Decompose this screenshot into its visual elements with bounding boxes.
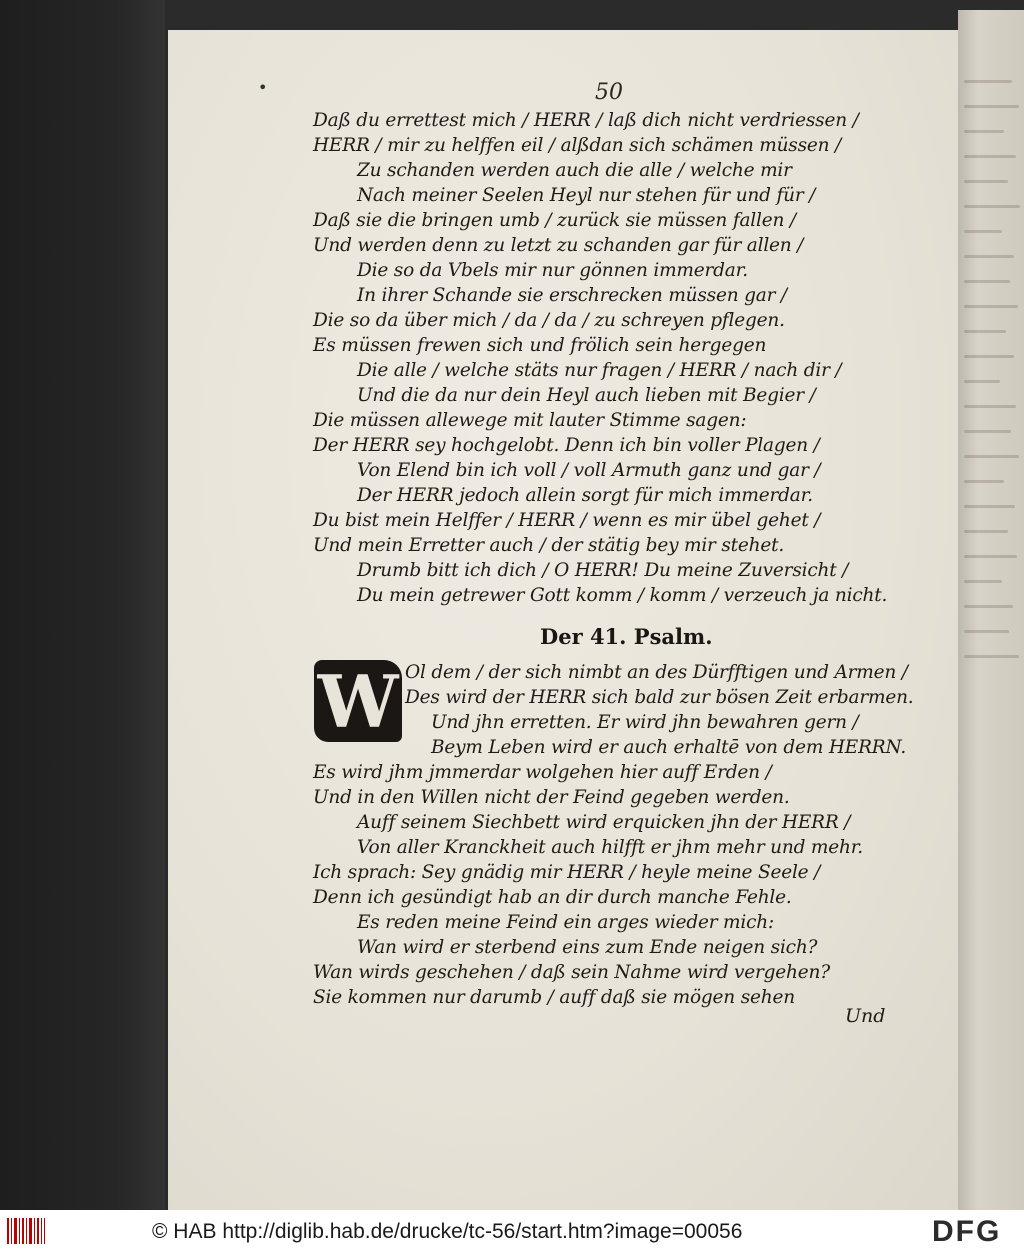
text-line: Die so da über mich / da / da / zu schreyen pflegen. (313, 310, 785, 331)
page-mark: • (258, 78, 268, 97)
catchword: Und (845, 1005, 886, 1027)
adjacent-page-text (964, 80, 1024, 680)
section-heading: Der 41. Psalm. (540, 624, 713, 649)
text-line: Es wird jhm jmmerdar wolgehen hier auff Erden / (313, 762, 772, 783)
text-line: Ich sprach: Sey gnädig mir HERR / heyle meine Seele / (313, 862, 821, 883)
scan-background-left (0, 0, 165, 1210)
psalm-40-text (313, 108, 913, 608)
text-line: Der HERR sey hochgelobt. Denn ich bin voller Plagen / (313, 435, 820, 456)
barcode-icon (6, 1216, 46, 1246)
text-line: Sie kommen nur darumb / auff daß sie mögen sehen (313, 987, 795, 1008)
text-line: In ihrer Schande sie erschrecken müssen gar / (357, 285, 787, 306)
text-line: HERR / mir zu helffen eil / alßdan sich schämen müssen / (313, 135, 842, 156)
text-line: Auff seinem Siechbett wird erquicken jhn der HERR / (357, 812, 851, 833)
text-line: Und werden denn zu letzt zu schanden gar für allen / (313, 235, 804, 256)
text-line: Du bist mein Helffer / HERR / wenn es mir übel gehet / (313, 510, 821, 531)
page-number: 50 (595, 80, 623, 105)
text-line: Und jhn erretten. Er wird jhn bewahren gern / (431, 712, 859, 733)
text-line: Von aller Kranckheit auch hilfft er jhm mehr und mehr. (357, 837, 863, 858)
text-line: Wan wirds geschehen / daß sein Nahme wird vergehen? (313, 962, 830, 983)
psalm-41-text (313, 660, 913, 1010)
text-line: Wan wird er sterbend eins zum Ende neigen sich? (357, 937, 818, 958)
text-line: Zu schanden werden auch die alle / welche mir (357, 160, 792, 181)
text-line: Es reden meine Feind ein arges wieder mich: (357, 912, 775, 933)
text-line: Des wird der HERR sich bald zur bösen Zeit erbarmen. (405, 687, 914, 708)
text-line: Drumb bitt ich dich / O HERR! Du meine Zuversicht / (357, 560, 849, 581)
text-line: Und mein Erretter auch / der stätig bey mir stehet. (313, 535, 785, 556)
copyright-link[interactable]: © HAB http://diglib.hab.de/drucke/tc-56/start.htm?image=00056 (152, 1220, 743, 1243)
text-line: Von Elend bin ich voll / voll Armuth ganz und gar / (357, 460, 821, 481)
text-line: Und in den Willen nicht der Feind gegeben werden. (313, 787, 790, 808)
text-line: Nach meiner Seelen Heyl nur stehen für und für / (357, 185, 816, 206)
viewer-footer (0, 1210, 1024, 1252)
text-line: Und die da nur dein Heyl auch lieben mit Begier / (357, 385, 816, 406)
text-line: Denn ich gesündigt hab an dir durch manche Fehle. (313, 887, 792, 908)
text-line: Daß sie die bringen umb / zurück sie müssen fallen / (313, 210, 796, 231)
adjacent-page-edge (958, 10, 1024, 1210)
decorated-initial: W (314, 660, 402, 742)
dfg-logo: DFG (932, 1215, 1002, 1248)
text-line: Die müssen allewege mit lauter Stimme sagen: (313, 410, 747, 431)
text-line: Du mein getrewer Gott komm / komm / verzeuch ja nicht. (357, 585, 888, 606)
text-line: Daß du errettest mich / HERR / laß dich nicht verdriessen / (313, 110, 859, 131)
text-line: Beym Leben wird er auch erhaltē von dem HERRN. (431, 737, 907, 758)
text-line: Ol dem / der sich nimbt an des Dürfftigen und Armen / (405, 662, 908, 683)
text-line: Die alle / welche stäts nur fragen / HERR / nach dir / (357, 360, 842, 381)
text-line: Es müssen frewen sich und frölich sein hergegen (313, 335, 767, 356)
text-line: Der HERR jedoch allein sorgt für mich immerdar. (357, 485, 813, 506)
text-line: Die so da Vbels mir nur gönnen immerdar. (357, 260, 748, 281)
